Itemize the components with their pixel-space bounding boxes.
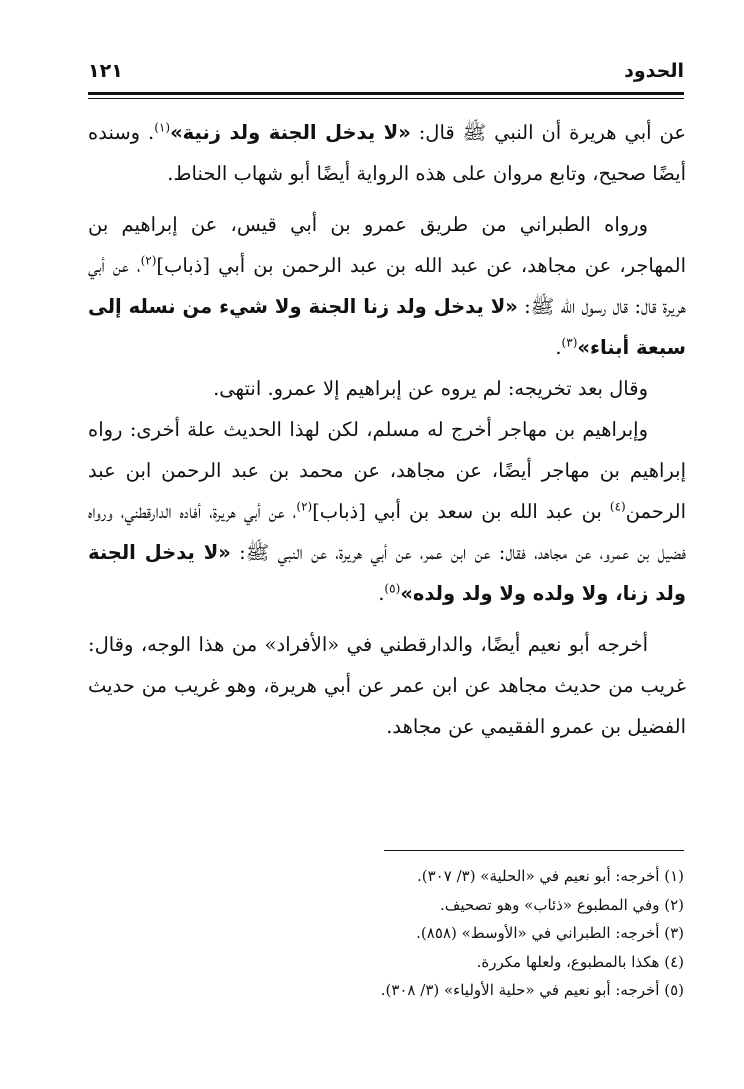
paragraph-3 bbox=[88, 368, 686, 409]
hadith-quote: «لا يدخل ولد زنا الجنة ولا شيء من نسله إلى سبعة أبناء» bbox=[88, 295, 686, 359]
text-run: ، عن أبي هريرة، أفاده الدارقطني، ورواه فضيل بن عمرو، عن مجاهد، فقال: عن ابن عمر، عن أبي هريرة، عن النبي ﷺ: bbox=[88, 500, 686, 564]
main-text bbox=[88, 112, 686, 747]
paragraph-1 bbox=[88, 112, 686, 194]
text-run: ، عن أبي هريرة قال: قال رسول الله ﷺ: bbox=[88, 254, 686, 318]
text-run: عن أبي هريرة أن النبي ﷺ قال: bbox=[410, 121, 686, 144]
footnote-1: (١) أخرجه: أبو نعيم في «الحلية» (٣/ ٣٠٧). bbox=[417, 867, 684, 885]
running-title: الحدود bbox=[624, 60, 684, 82]
footnote-ref: (٣) bbox=[561, 335, 578, 350]
footnote-4: (٤) هكذا بالمطبوع، ولعلها مكررة. bbox=[476, 952, 684, 971]
footnotes bbox=[124, 862, 684, 1005]
text-run: . bbox=[555, 336, 562, 359]
text-run: وقال بعد تخريجه: لم يروه عن إبراهيم إلا عمرو. انتهى. bbox=[213, 377, 648, 400]
text-run: أخرجه أبو نعيم أيضًا، والدارقطني في «الأفراد» من هذا الوجه، وقال: غريب من حديث مجاهد عن ابن عمر عن أبي هريرة، وهو غريب من حديث الفضيل بن عمرو الفقيمي عن مجاهد. bbox=[88, 633, 686, 738]
text-run: ورواه الطبراني من طريق عمرو بن أبي قيس، عن إبراهيم بن المهاجر، عن مجاهد، عن عبد الله بن عبد الرحمن بن أبي [ذباب] bbox=[88, 213, 686, 277]
hadith-quote: «لا يدخل الجنة ولد زنية» bbox=[170, 121, 411, 144]
paragraph-4 bbox=[88, 409, 686, 614]
hadith-quote: «لا يدخل الجنة ولد زنا، ولا ولده ولا ولد ولده» bbox=[88, 541, 686, 605]
text-run: . وسنده أيضًا صحيح، وتابع مروان على هذه الرواية أيضًا أبو شهاب الحناط. bbox=[88, 121, 686, 185]
footnote-3: (٣) أخرجه: الطبراني في «الأوسط» (٨٥٨). bbox=[416, 924, 684, 942]
header-rule-thick bbox=[88, 92, 684, 95]
page-number: ١٢١ bbox=[88, 60, 123, 82]
text-run: بن عبد الله بن سعد بن أبي [ذباب] bbox=[312, 500, 610, 523]
paragraph-5 bbox=[88, 624, 686, 747]
footnote-divider bbox=[384, 850, 684, 851]
header-rule-thin bbox=[88, 98, 684, 99]
footnote-2: (٢) وفي المطبوع «ذئاب» وهو تصحيف. bbox=[440, 895, 684, 914]
footnote-ref: (٢) bbox=[296, 499, 313, 514]
footnote-5: (٥) أخرجه: أبو نعيم في «حلية الأولياء» (٣/ ٣٠٨). bbox=[380, 981, 684, 999]
footnote-ref: (٥) bbox=[384, 581, 401, 596]
footnote-ref: (١) bbox=[154, 120, 171, 135]
footnote-ref: (٢) bbox=[140, 253, 157, 268]
footnote-ref: (٤) bbox=[609, 499, 626, 514]
text-run: . bbox=[378, 582, 385, 605]
paragraph-2 bbox=[88, 204, 686, 368]
text-run: وإبراهيم بن مهاجر أخرج له مسلم، لكن لهذا الحديث علة أخرى: رواه إبراهيم بن مهاجر أيضًا، عن مجاهد، عن محمد بن عبد الرحمن ابن عبد الرحمن bbox=[88, 418, 686, 523]
